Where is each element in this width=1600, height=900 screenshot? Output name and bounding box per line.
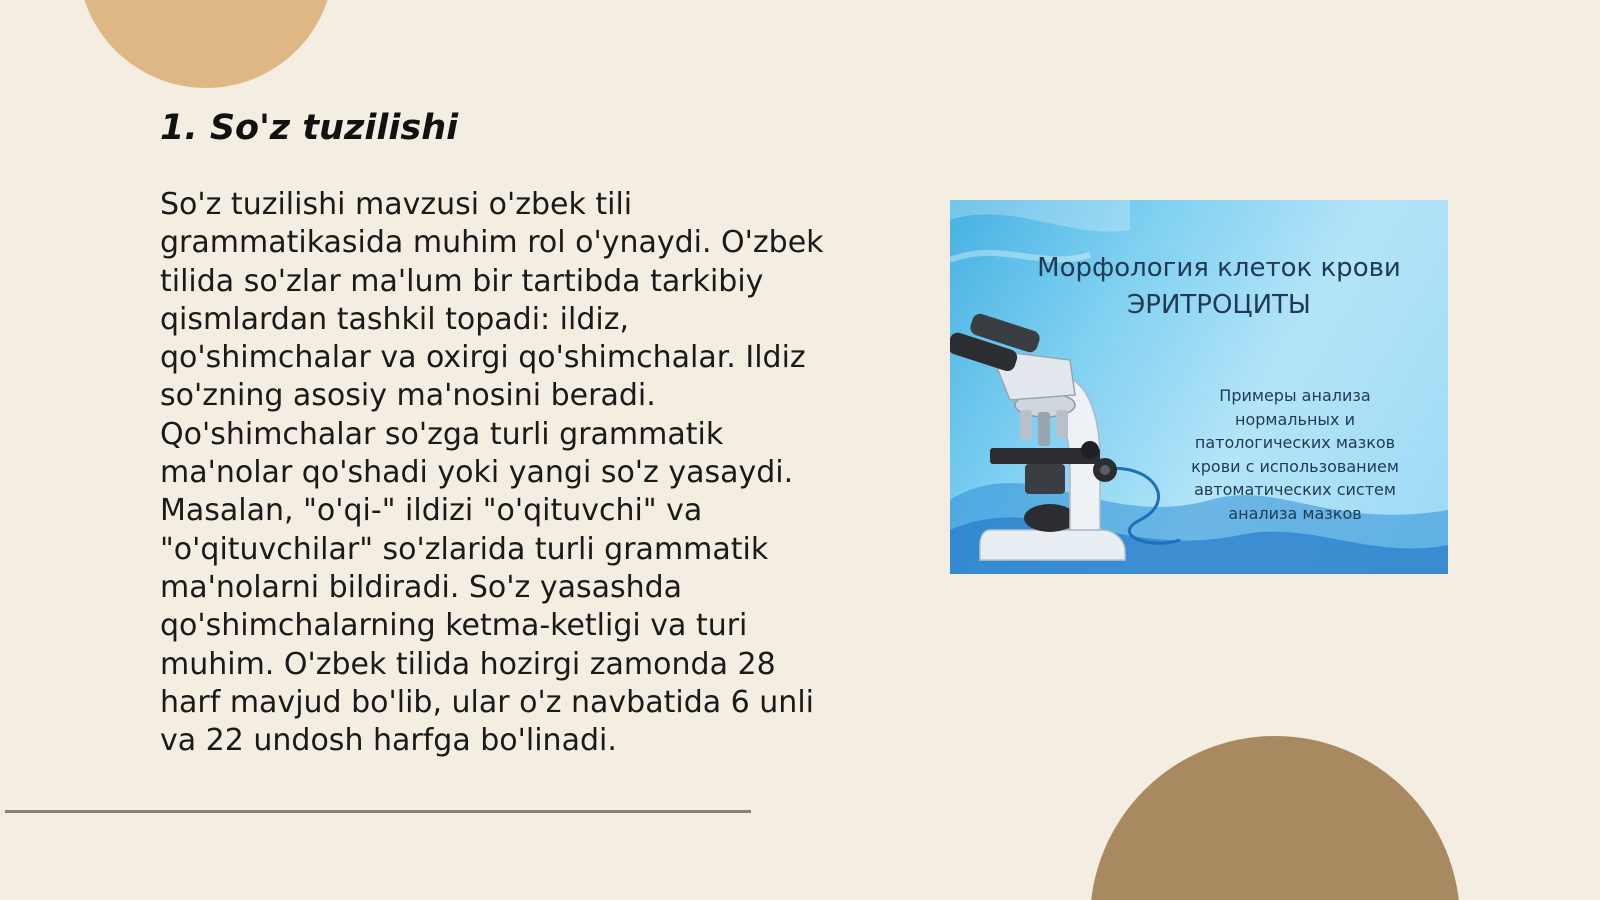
decorative-circle-bottom (1090, 736, 1460, 900)
figure-title: Морфология клеток крови ЭРИТРОЦИТЫ (1037, 253, 1401, 320)
blood-morphology-image (950, 200, 1448, 574)
decorative-rule-line (5, 810, 751, 813)
figure-description: Примеры анализа нормальных и патологических мазков крови с использованием автоматических систем анализа мазков (1191, 386, 1399, 523)
decorative-circle-top (78, 0, 334, 88)
slide-title: 1. So'z tuzilishi (160, 108, 459, 148)
slide-body-text: So'z tuzilishi mavzusi o'zbek tili grammatikasida muhim rol o'ynaydi. O'zbek tilida so'zlar ma'lum bir tartibda tarkibiy qismlardan tashkil topadi: ildiz, qo'shimchalar va oxirgi qo'shimchalar. Ildiz so'zning asosiy ma'nosini beradi. Qo'shimchalar so'zga turli grammatik ma'nolar qo'shadi yoki yangi so'z yasaydi. Masalan, "o'qi-" ildizi "o'qituvchi" va "o'qituvchilar" so'zlarida turli grammatik ma'nolarni bildiradi. So'z yasashda qo'shimchalarning ketma-ketligi va turi muhim. O'zbek tilida hozirgi zamonda 28 harf mavjud bo'lib, ular o'z navbatida 6 unli va 22 undosh harfga bo'linadi. (160, 187, 824, 759)
